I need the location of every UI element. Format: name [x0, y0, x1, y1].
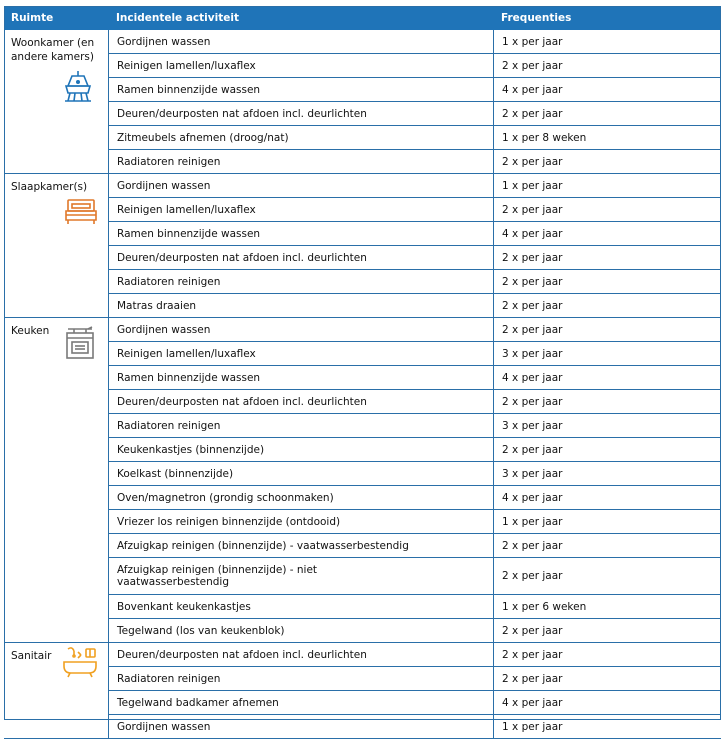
- table-row: [109, 174, 721, 197]
- activity-cell: Tegelwand badkamer afnemen: [109, 691, 494, 714]
- room-name: Keuken: [11, 325, 50, 337]
- activity-cell: Reinigen lamellen/luxaflex: [109, 54, 494, 77]
- room-cell: [4, 643, 108, 738]
- activity-cell: Reinigen lamellen/luxaflex: [109, 342, 494, 365]
- activity-cell: Ramen binnenzijde wassen: [109, 222, 494, 245]
- activity-cell: Koelkast (binnenzijde): [109, 462, 494, 485]
- activity-cell: Gordijnen wassen: [109, 174, 494, 197]
- table-row: [109, 53, 721, 77]
- frequency-cell: 2 x per jaar: [502, 672, 563, 685]
- room-cell: [4, 30, 108, 173]
- group-sanitary: [4, 643, 721, 739]
- frequency-cell: 2 x per jaar: [502, 59, 563, 72]
- activity-cell: Afzuigkap reinigen (binnenzijde) - niet vaatwasserbestendig: [109, 558, 494, 594]
- frequency-cell: 2 x per jaar: [502, 395, 563, 408]
- table-row: [109, 533, 721, 557]
- group-kitchen: [4, 318, 721, 643]
- table-row: [109, 221, 721, 245]
- frequency-cell: 2 x per jaar: [502, 570, 563, 582]
- header-room: Ruimte: [11, 12, 54, 24]
- table-row: [109, 365, 721, 389]
- frequency-cell: 2 x per jaar: [502, 539, 563, 552]
- frequency-cell: 2 x per jaar: [502, 155, 563, 168]
- room-cell: [4, 318, 108, 642]
- table-row: [109, 485, 721, 509]
- table-row: [109, 461, 721, 485]
- table-header: [4, 6, 721, 30]
- frequency-cell: 1 x per 8 weken: [502, 131, 587, 144]
- activity-cell: Deuren/deurposten nat afdoen incl. deurlichten: [109, 246, 494, 269]
- frequency-cell: 4 x per jaar: [502, 491, 563, 504]
- frequency-cell: 3 x per jaar: [502, 347, 563, 360]
- table-row: [109, 666, 721, 690]
- group-bedroom: [4, 174, 721, 318]
- table-row: [109, 643, 721, 666]
- activity-cell: Vriezer los reinigen binnenzijde (ontdooid): [109, 510, 494, 533]
- frequency-cell: 4 x per jaar: [502, 83, 563, 96]
- table-row: [109, 197, 721, 221]
- chandelier-icon: [62, 70, 94, 104]
- group-living-room: [4, 30, 721, 174]
- table-row: [109, 77, 721, 101]
- table-row: [109, 318, 721, 341]
- frequency-cell: 1 x per jaar: [502, 720, 563, 733]
- activity-cell: Ramen binnenzijde wassen: [109, 366, 494, 389]
- table-row: [109, 594, 721, 618]
- frequency-cell: 4 x per jaar: [502, 371, 563, 384]
- frequency-cell: 2 x per jaar: [502, 323, 563, 336]
- room-name: Woonkamer (en andere kamers): [11, 37, 95, 63]
- room-name: Slaapkamer(s): [11, 181, 88, 193]
- frequency-cell: 2 x per jaar: [502, 624, 563, 637]
- activity-cell: Radiatoren reinigen: [109, 150, 494, 173]
- activity-cell: Radiatoren reinigen: [109, 414, 494, 437]
- frequency-cell: 3 x per jaar: [502, 419, 563, 432]
- activity-cell: Bovenkant keukenkastjes: [109, 595, 494, 618]
- activity-cell: Gordijnen wassen: [109, 318, 494, 341]
- activity-cell: Gordijnen wassen: [109, 715, 494, 738]
- bathtub-icon: [62, 645, 98, 679]
- activity-cell: Deuren/deurposten nat afdoen incl. deurlichten: [109, 643, 494, 666]
- table-row: [109, 437, 721, 461]
- activity-cell: Ramen binnenzijde wassen: [109, 78, 494, 101]
- header-activity: Incidentele activiteit: [116, 12, 239, 24]
- table-row: [109, 101, 721, 125]
- frequency-cell: 2 x per jaar: [502, 443, 563, 456]
- activity-cell: Radiatoren reinigen: [109, 667, 494, 690]
- frequency-cell: 2 x per jaar: [502, 299, 563, 312]
- table-row: [109, 245, 721, 269]
- table-row: [109, 125, 721, 149]
- table-row: [109, 389, 721, 413]
- frequency-cell: 1 x per 6 weken: [502, 600, 587, 613]
- frequency-cell: 2 x per jaar: [502, 107, 563, 120]
- activity-cell: Matras draaien: [109, 294, 494, 317]
- frequency-cell: 4 x per jaar: [502, 227, 563, 240]
- table-row: [109, 341, 721, 365]
- activity-cell: Zitmeubels afnemen (droog/nat): [109, 126, 494, 149]
- activity-cell: Afzuigkap reinigen (binnenzijde) - vaatwasserbestendig: [109, 534, 494, 557]
- table-row: [109, 149, 721, 173]
- table-row: [109, 557, 721, 594]
- frequency-cell: 2 x per jaar: [502, 648, 563, 661]
- activity-cell: Oven/magnetron (grondig schoonmaken): [109, 486, 494, 509]
- activity-cell: Radiatoren reinigen: [109, 270, 494, 293]
- frequency-cell: 1 x per jaar: [502, 35, 563, 48]
- activity-cell: Deuren/deurposten nat afdoen incl. deurlichten: [109, 390, 494, 413]
- activity-cell: Keukenkastjes (binnenzijde): [109, 438, 494, 461]
- table-row: [109, 618, 721, 642]
- table-row: [109, 269, 721, 293]
- activity-cell: Reinigen lamellen/luxaflex: [109, 198, 494, 221]
- table-row: [109, 690, 721, 714]
- activity-cell: Deuren/deurposten nat afdoen incl. deurlichten: [109, 102, 494, 125]
- table-row: [109, 30, 721, 53]
- frequency-cell: 2 x per jaar: [502, 251, 563, 264]
- frequency-cell: 3 x per jaar: [502, 467, 563, 480]
- table-row: [109, 714, 721, 738]
- frequency-cell: 2 x per jaar: [502, 275, 563, 288]
- cleaning-schedule-table: [4, 6, 721, 739]
- table-row: [109, 413, 721, 437]
- table-row: [109, 509, 721, 533]
- frequency-cell: 1 x per jaar: [502, 515, 563, 528]
- header-frequency: Frequenties: [501, 12, 572, 24]
- table-row: [109, 293, 721, 317]
- room-cell: [4, 174, 108, 317]
- activity-cell: Tegelwand (los van keukenblok): [109, 619, 494, 642]
- stove-icon: [64, 326, 96, 360]
- activity-cell: Gordijnen wassen: [109, 30, 494, 53]
- room-name: Sanitair: [11, 650, 52, 662]
- frequency-cell: 1 x per jaar: [502, 179, 563, 192]
- bed-icon: [64, 198, 98, 226]
- frequency-cell: 2 x per jaar: [502, 203, 563, 216]
- frequency-cell: 4 x per jaar: [502, 696, 563, 709]
